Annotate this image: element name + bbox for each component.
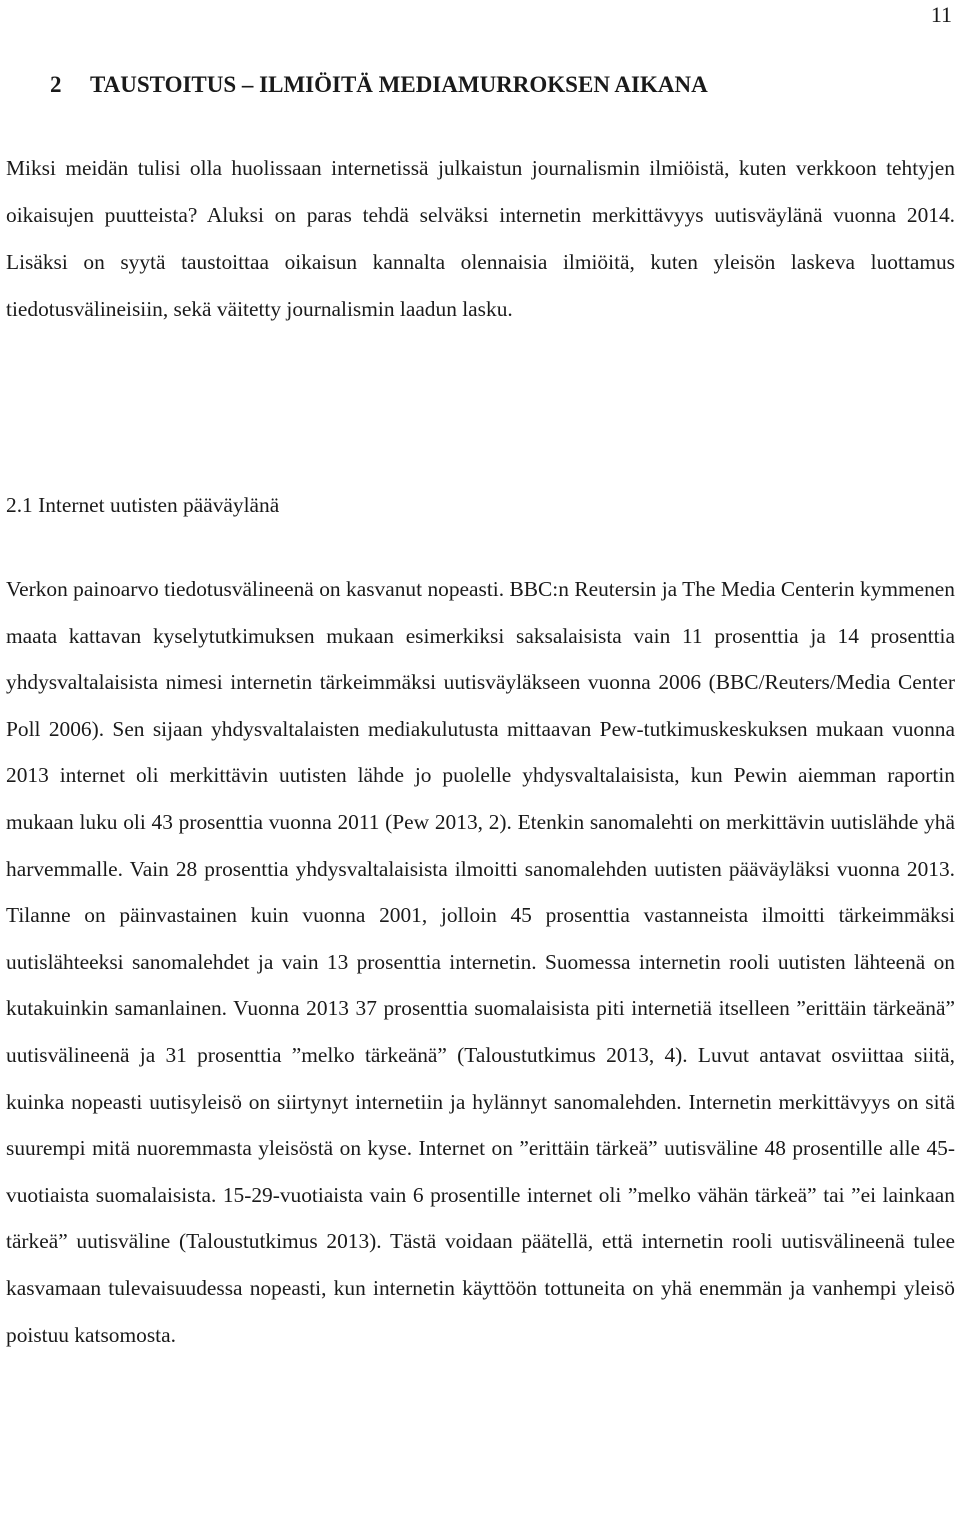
chapter-title: TAUSTOITUS – ILMIÖITÄ MEDIAMURROKSEN AIKANA xyxy=(90,72,708,97)
chapter-number: 2 xyxy=(50,72,62,97)
chapter-heading xyxy=(50,72,708,98)
body-paragraph: Verkon painoarvo tiedotusvälineenä on kasvanut nopeasti. BBC:n Reutersin ja The Media Centerin kymmenen maata kattavan kyselytutkimuksen mukaan esimerkiksi saksalaisista vain 11 prosenttia ja 14 prosenttia yhdysvaltalaisista nimesi internetin tärkeimmäksi uutisväyläkseen vuonna 2006 (BBC/Reuters/Media Center Poll 2006). Sen sijaan yhdysvaltalaisten mediakulutusta mittaavan Pew-tutkimuskeskuksen mukaan vuonna 2013 internet oli merkittävin uutisten lähde jo puolelle yhdysvaltalaisista, kun Pewin aiemman raportin mukaan luku oli 43 prosenttia vuonna 2011 (Pew 2013, 2). Etenkin sanomalehti on merkittävin uutislähde yhä harvemmalle. Vain 28 prosenttia yhdysvaltalaisista ilmoitti sanomalehden uutisten pääväyläksi vuonna 2013. Tilanne on päinvastainen kuin vuonna 2001, jolloin 45 prosenttia vastanneista ilmoitti tärkeimmäksi uutislähteeksi sanomalehdet ja vain 13 prosenttia internetin. Suomessa internetin rooli uutisten lähteenä on kutakuinkin samanlainen. Vuonna 2013 37 prosenttia suomalaisista piti internetiä itselleen ”erittäin tärkeänä” uutisvälineenä ja 31 prosenttia ”melko tärkeänä” (Taloustutkimus 2013, 4). Luvut antavat osviittaa siitä, kuinka nopeasti uutisyleisö on siirtynyt internetiin ja hylännyt sanomalehden. Internetin merkittävyys on sitä suurempi mitä nuoremmasta yleisöstä on kyse. Internet on ”erittäin tärkeä” uutisväline 48 prosentille alle 45-vuotiaista suomalaisista. 15-29-vuotiaista vain 6 prosentille internet oli ”melko vähän tärkeä” tai ”ei lainkaan tärkeä” uutisväline (Taloustutkimus 2013). Tästä voidaan päätellä, että internetin rooli uutisvälineenä tulee kasvamaan tulevaisuudessa nopeasti, kun internetin käyttöön tottuneita on yhä enemmän ja vanhempi yleisö poistuu katsomosta. xyxy=(6,577,955,1347)
section-heading: 2.1 Internet uutisten pääväylänä xyxy=(6,493,280,517)
intro-paragraph: Miksi meidän tulisi olla huolissaan internetissä julkaistun journalismin ilmiöistä, kuten verkkoon tehtyjen oikaisujen puutteista? Aluksi on paras tehdä selväksi internetin merkittävyys uutisväylänä vuonna 2014. Lisäksi on syytä taustoittaa oikaisun kannalta olennaisia ilmiöitä, kuten yleisön laskeva luottamus tiedotusvälineisiin, sekä väitetty journalismin laadun lasku. xyxy=(6,156,955,321)
page-number: 11 xyxy=(930,2,952,27)
